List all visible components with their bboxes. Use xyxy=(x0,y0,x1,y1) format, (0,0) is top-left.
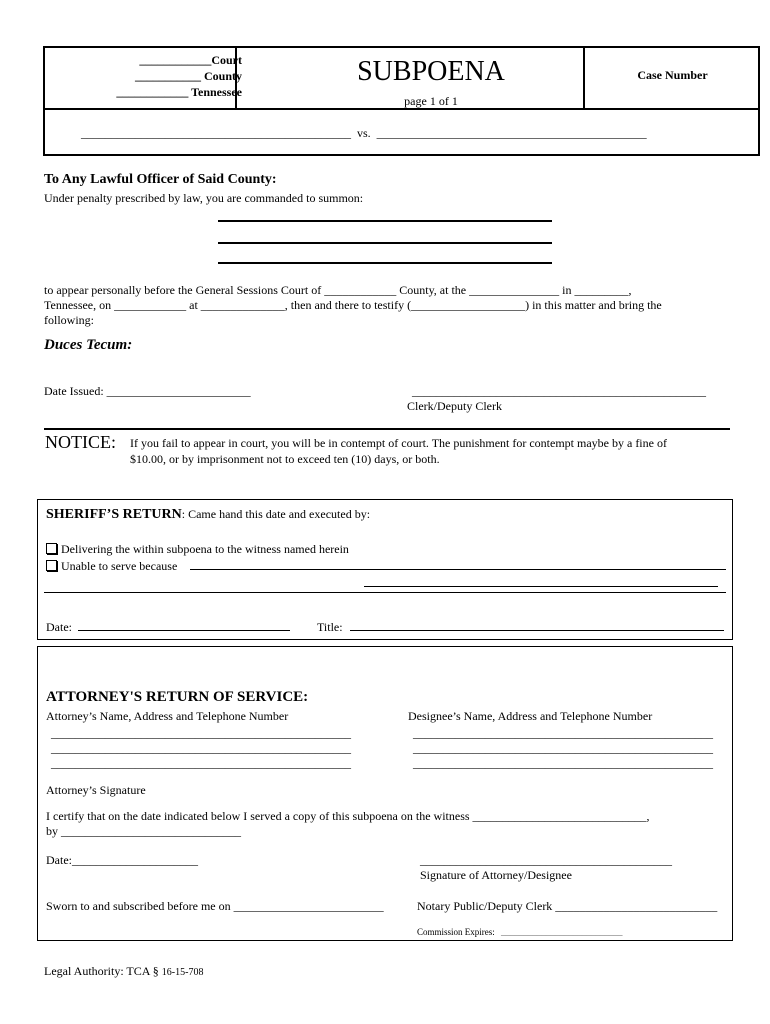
delivered-checkbox[interactable] xyxy=(46,543,57,554)
designee-info-line-1[interactable]: __________________________________________________ xyxy=(413,726,713,740)
certify-by-field[interactable]: by ______________________________ xyxy=(46,824,241,838)
attorney-return-box xyxy=(37,646,733,941)
sheriffs-return-heading xyxy=(46,507,370,523)
delivered-label: Delivering the within subpoena to the witness named herein xyxy=(61,542,349,556)
notice-rule xyxy=(44,428,730,430)
designee-info-line-3[interactable]: __________________________________________________ xyxy=(413,756,713,770)
unable-label: Unable to serve because xyxy=(61,559,178,573)
legal-authority xyxy=(44,964,203,979)
appear-text-1: to appear personally before the General Sessions Court of ____________ County, at the _______________ in _________, xyxy=(44,283,632,297)
designee-info-label: Designee’s Name, Address and Telephone Number xyxy=(408,709,653,723)
sheriff-date-label: Date: xyxy=(46,620,72,634)
sheriffs-return-box xyxy=(37,499,733,640)
court-info xyxy=(67,52,242,100)
unable-reason-line-1[interactable] xyxy=(190,569,726,570)
case-number-label[interactable]: Case Number xyxy=(637,68,708,82)
attorney-info-label: Attorney’s Name, Address and Telephone Number xyxy=(46,709,289,723)
sheriff-title-label: Title: xyxy=(317,620,343,634)
sheriffs-return-title: SHERIFF’S RETURN xyxy=(46,507,182,522)
witness-line-2[interactable] xyxy=(218,242,552,244)
case-header xyxy=(43,46,760,156)
attorney-date-field[interactable]: Date:_____________________ xyxy=(46,853,198,867)
attorney-return-heading: ATTORNEY'S RETURN OF SERVICE: xyxy=(46,689,309,705)
summons-heading: To Any Lawful Officer of Said County: xyxy=(44,172,277,187)
page-title: SUBPOENA xyxy=(357,56,505,87)
summons-intro: Under penalty prescribed by law, you are commanded to summon: xyxy=(44,191,364,205)
unable-checkbox[interactable] xyxy=(46,560,57,571)
designee-info-line-2[interactable]: __________________________________________________ xyxy=(413,741,713,755)
attorney-signature-label: Attorney’s Signature xyxy=(46,783,146,797)
notice-label: NOTICE: xyxy=(45,432,116,452)
sheriff-title-line[interactable] xyxy=(350,630,724,631)
sheriff-date-line[interactable] xyxy=(78,630,290,631)
witness-line-3[interactable] xyxy=(218,262,552,264)
appear-text-2: Tennessee, on ____________ at ______________, then and there to testify (___________________) in this matter and bring the xyxy=(44,298,662,312)
notary-field[interactable]: Notary Public/Deputy Clerk ___________________________ xyxy=(417,899,718,913)
legal-authority-label: Legal Authority: TCA § xyxy=(44,964,162,978)
commission-line[interactable]: ___________________________ xyxy=(501,927,623,937)
header-divider-bottom xyxy=(45,108,758,110)
delivered-option[interactable] xyxy=(46,542,349,557)
designee-signature-label: Signature of Attorney/Designee xyxy=(420,868,572,882)
duces-tecum-label: Duces Tecum: xyxy=(44,337,133,353)
date-issued-field[interactable]: Date Issued: ________________________ xyxy=(44,384,251,398)
page-count: page 1 of 1 xyxy=(404,94,458,108)
designee-signature-line[interactable]: __________________________________________ xyxy=(420,853,672,867)
witness-line-1[interactable] xyxy=(218,220,552,222)
sheriffs-return-subtitle: : Came hand this date and executed by: xyxy=(181,507,371,521)
notice-text-2: $10.00, or by imprisonment not to exceed ten (10) days, or both. xyxy=(130,452,440,466)
unable-reason-line-3[interactable] xyxy=(44,592,726,593)
clerk-signature-line[interactable]: _________________________________________________ xyxy=(412,384,706,398)
appear-text-3: following: xyxy=(44,313,94,327)
clerk-label: Clerk/Deputy Clerk xyxy=(407,399,502,413)
commission-label: Commission Expires: xyxy=(417,927,495,937)
county-field[interactable]: ___________ County xyxy=(134,69,242,83)
attorney-info-line-2[interactable]: __________________________________________________ xyxy=(51,741,351,755)
commission-expires[interactable] xyxy=(417,927,623,937)
attorney-info-line-1[interactable]: __________________________________________________ xyxy=(51,726,351,740)
sworn-field[interactable]: Sworn to and subscribed before me on _________________________ xyxy=(46,899,384,913)
court-name-field[interactable]: ____________Court xyxy=(139,53,242,67)
attorney-info-line-3[interactable]: __________________________________________________ xyxy=(51,756,351,770)
unable-option[interactable] xyxy=(46,559,177,574)
notice-text-1: If you fail to appear in court, you will be in contempt of court. The punishment for contempt maybe by a fine of xyxy=(130,436,667,450)
state-field[interactable]: ____________ Tennessee xyxy=(116,85,242,99)
certify-text: I certify that on the date indicated below I served a copy of this subpoena on the witness _____________________________, xyxy=(46,809,650,823)
legal-citation: 16-15-708 xyxy=(161,967,204,978)
parties-line[interactable]: _____________________________________________ vs. _____________________________________________ xyxy=(81,126,647,140)
unable-reason-line-2[interactable] xyxy=(364,586,718,587)
